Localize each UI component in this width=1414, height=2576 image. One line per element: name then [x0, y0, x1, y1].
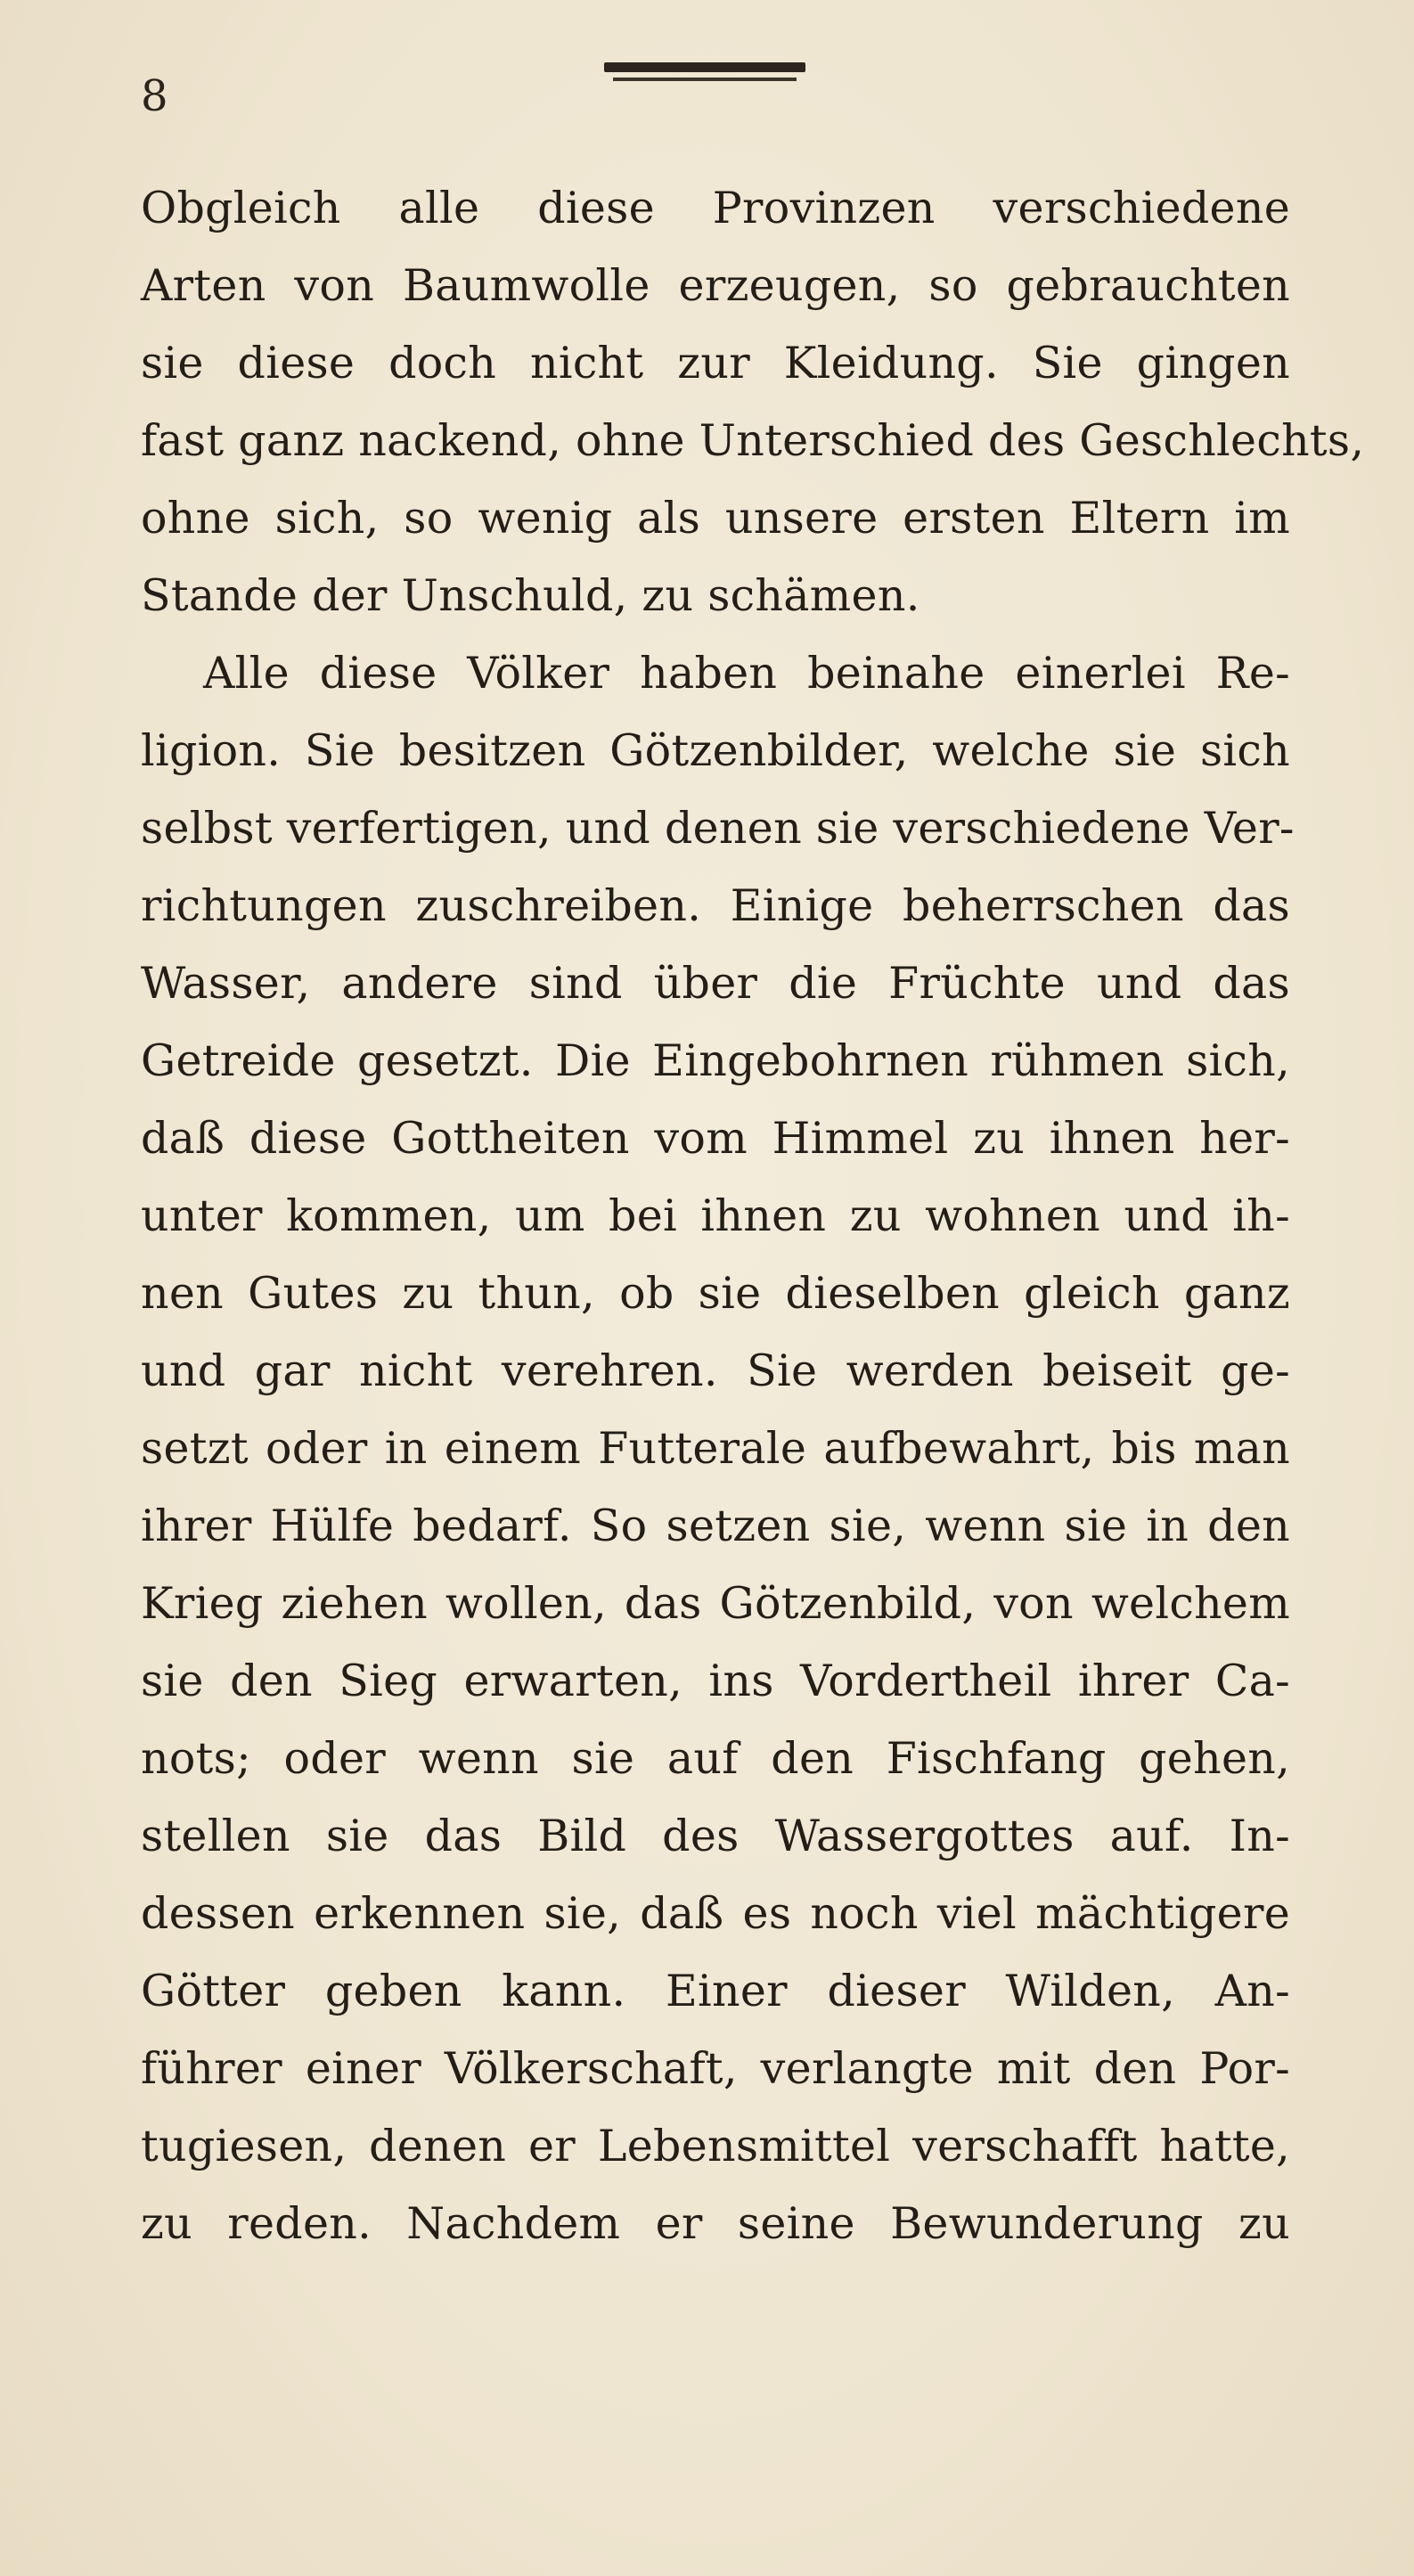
text-line: Arten von Baumwolle erzeugen, so gebrauchten: [141, 260, 1290, 311]
text-line: nen Gutes zu thun, ob sie dieselben gleich ganz: [141, 1268, 1290, 1319]
text-line: Stande der Unschuld, zu schämen.: [141, 570, 920, 621]
header-rule-thick: [604, 62, 805, 72]
text-line: und gar nicht verehren. Sie werden beiseit ge-: [141, 1345, 1290, 1396]
text-line: ligion. Sie besitzen Götzenbilder, welche sie sich: [141, 725, 1290, 776]
text-line: ihrer Hülfe bedarf. So setzen sie, wenn sie in den: [141, 1501, 1290, 1551]
text-line: dessen erkennen sie, daß es noch viel mächtigere: [141, 1888, 1290, 1939]
text-line: Obgleich alle diese Provinzen verschiedene: [141, 183, 1290, 233]
text-line: stellen sie das Bild des Wassergottes auf. In-: [141, 1811, 1290, 1861]
text-line: sie diese doch nicht zur Kleidung. Sie gingen: [141, 338, 1290, 388]
text-line: unter kommen, um bei ihnen zu wohnen und ih-: [141, 1190, 1290, 1241]
text-line: daß diese Gottheiten vom Himmel zu ihnen her-: [141, 1113, 1290, 1164]
page-number: 8: [141, 71, 168, 121]
text-line: Götter geben kann. Einer dieser Wilden, An-: [141, 1966, 1290, 2016]
text-line: richtungen zuschreiben. Einige beherrschen das: [141, 880, 1290, 931]
header-rule-thin: [613, 78, 797, 81]
header-ornament-rule: [604, 62, 805, 89]
text-line: ohne sich, so wenig als unsere ersten Eltern im: [141, 493, 1290, 544]
text-line: Wasser, andere sind über die Früchte und das: [141, 958, 1290, 1009]
text-line: Krieg ziehen wollen, das Götzenbild, von welchem: [141, 1578, 1290, 1629]
text-line: zu reden. Nachdem er seine Bewunderung zu: [141, 2198, 1290, 2249]
text-line: selbst verfertigen, und denen sie verschiedene Ver-: [141, 803, 1295, 854]
body-text: [141, 169, 1365, 2262]
text-line: Alle diese Völker haben beinahe einerlei Re-: [203, 648, 1290, 699]
text-line: nots; oder wenn sie auf den Fischfang gehen,: [141, 1733, 1290, 1784]
text-line: tugiesen, denen er Lebensmittel verschafft hatte,: [141, 2121, 1290, 2171]
text-line: fast ganz nackend, ohne Unterschied des Geschlechts,: [141, 415, 1365, 466]
text-line: setzt oder in einem Futterale aufbewahrt, bis man: [141, 1423, 1290, 1474]
text-line: sie den Sieg erwarten, ins Vordertheil ihrer Ca-: [141, 1656, 1290, 1706]
text-line: führer einer Völkerschaft, verlangte mit den Por-: [141, 2043, 1290, 2094]
text-line: Getreide gesetzt. Die Eingebohrnen rühmen sich,: [141, 1035, 1290, 1086]
